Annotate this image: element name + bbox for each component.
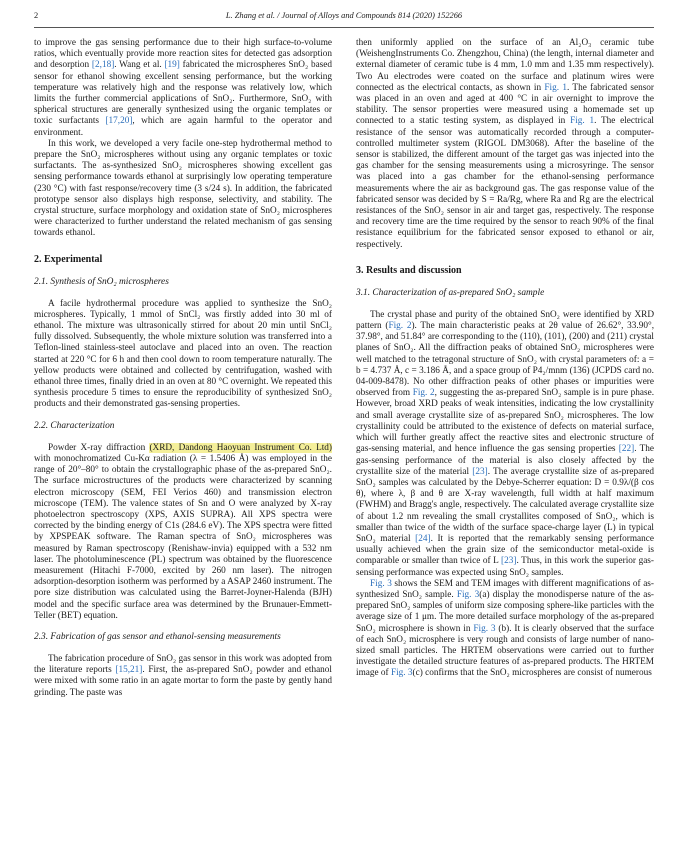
figure-link[interactable]: Fig. 3 — [390, 668, 413, 679]
figure-link[interactable]: Fig. 3 — [456, 589, 480, 600]
subsection-title-synthesis: 2.1. Synthesis of SnO₂ microspheres — [34, 276, 169, 287]
section-title-results: 3. Results and discussion — [356, 264, 462, 276]
figure-link[interactable]: Fig. 3 — [370, 578, 392, 589]
fabrication-continued-paragraph: then uniformly applied on the surface of an Al₂O₃ ceramic tube (WeishengInstruments Co. Zhengzhou, China) (the length, internal diameter and external diameter of ceramic tube is 4 mm, 1.0 mm and 1.35 mm respectively). Two Au electrodes were coated on the surface and platinum wires were connected as the electrical contacts, as shown in Fig. 1. The fabricated sensor was placed in an oven and aged at 400 °C in air overnight to improve the stability. The sensor properties were measured using a homemade set up connected to a static testing system, as displayed in Fig. 1. The electrical resistance of the sensor was automatically recorded through a computer-controlled multimeter system (RIGOL DM3068). After the baseline of the sensor is stabilized, the different amount of the target gas was injected into the gas chamber for the sensing measurements using a microsyringe. The sensor was placed into a gas chamber for the ethanol-sensing performance measurements where the air as background gas. The gas response value of the fabricated sensor was decided by S = Ra/Rg, where Ra and Rg are the electrical resistances of the SnO₂ sensor in air and target gas, respectively. The response and recovery time are the time required by the sensor to reach 90% of the final resistance equilibrium for the fabricated sensor exposed to ethanol or air, respectively. — [356, 38, 654, 250]
xrd-paragraph: The crystal phase and purity of the obtained SnO₂ were identified by XRD pattern (Fig. 2). The main characteristic peaks at 2θ value of 26.62°, 33.90°, 37.98°, and 51.84° are corresponding to the (110), (101), (200) and (211) crystal planes of SnO₂. All the diffraction peaks of obtained SnO₂ microspheres were well matched to the tetragonal structure of SnO₂ with crystal parameters of: a = b = 4.737 Å, c = 3.186 Å, and a space group of P4₂/mnm (136) (JCPDS card no. 04-009-8478). No other diffraction peaks of other phases or impurities were observed from Fig. 2, suggesting the as-prepared SnO₂ sample is in pure phase. However, broad XRD peaks of weak intensities, indicating the low crystallinity and small average crystallite size of as-prepared SnO₂ microspheres. The low crystallinity could be attributed to the existence of defects on material surface, which will further greatly affect the reactive sites and electronic structure of gas-sensing material, and hence influence the gas sensing properties [22]. The gas-sensing performance of the material is also closely affected by the crystallite size of the material [23]. The average crystallite size of as-prepared SnO₂ samples was calculated by the Debye-Scherrer equation: D = 0.9λ/(β cos θ), where λ, β and θ are X-ray wavelength, full width at half maximum (FWHM) and Bragg's angle, respectively. The calculated average crystallite size of about 1.2 nm revealing the small crystallites composed of SnO₂, which is smaller than twice of the width of the surface space-charge layer (L) in typical SnO₂ material [24]. It is reported that the remarkably sensing performance usually achieved when the grain size of the semiconductor metal-oxide is comparable or smaller than twice of L [23]. Thus, in this work the superior gas-sensing performance was expected using SnO₂ samples. — [356, 309, 654, 578]
figure-link[interactable]: Fig. 3 — [473, 623, 496, 634]
sem-tem-paragraph: Fig. 3 shows the SEM and TEM images with different magnifications of as-synthesized SnO₂ sample. Fig. 3(a) display the monodisperse nature of the as-prepared SnO₂ samples of uniform size composing sphere-like particles with the average size of 1 μm. The more detailed surface morphology of the as-prepared SnO₂ microsphere is shown in Fig. 3 (b). It is clearly observed that the surface of each SnO₂ microsphere is very rough and consists of large number of nano-sized small particles. The HRTEM observations were carried out to further investigate the detailed structure features of as-prepared products. The HRTEM image of Fig. 3(c) confirms that the SnO₂ microspheres are consist of numerous — [356, 578, 654, 679]
citation-link[interactable]: [24] — [415, 533, 431, 544]
citation-link[interactable]: [2,18] — [91, 60, 115, 71]
citation-link[interactable]: [23] — [472, 466, 488, 477]
citation-link[interactable]: [23] — [501, 556, 517, 567]
citation-link[interactable]: [17,20] — [105, 116, 133, 127]
figure-link[interactable]: Fig. 2 — [388, 321, 412, 332]
page-number: 2 — [34, 11, 39, 20]
citation-link[interactable]: [19] — [164, 60, 180, 71]
intro-paragraph-2: In this work, we developed a very facile one-step hydrothermal method to prepare the SnO₂ microspheres without using any organic templates or toxic surfactants. The as-synthesized SnO₂ microspheres showing excellent gas sensing performance towards ethanol at surprisingly low operating temperature (230 °C) with fast response/recovery time (3 s/24 s). In addition, the fabricated prototype sensor also displays high response, selectivity, and stability. The crystal structure, surface morphology and oxidation state of SnO₂ microspheres were characterized to further understand the related mechanism of gas sensing towards ethanol. — [34, 138, 332, 239]
section-title-experimental: 2. Experimental — [34, 253, 103, 265]
figure-link[interactable]: Fig. 1 — [544, 82, 567, 93]
highlighted-text: (XRD, Dandong Haoyuan Instrument Co. Ltd) — [149, 442, 332, 453]
journal-citation: L. Zhang et al. / Journal of Alloys and Compounds 814 (2020) 152266 — [225, 11, 463, 20]
fabrication-paragraph: The fabrication procedure of SnO₂ gas sensor in this work was adopted from the literature reports [15,21]. First, the as-prepared SnO₂ powder and ethanol were mixed with some ratio in an agate mortar to form the paste by gently hand grinding. The paste was — [34, 653, 332, 698]
intro-paragraph-1: to improve the gas sensing performance due to their high surface-to-volume ratios, which eventually provide more reaction sites for detected gas adsorption and desorption [2,18]. Wang et al. [19] fabricated the microspheres SnO₂ based sensor for ethanol showing excellent sensing performance, but the working temperature was relatively high and the response was relatively low, which limits the further commercial applications of SnO₂. Furthermore, SnO₂ with spherical structures are generally synthesized using the organic templates or toxic surfactants [17,20], which are again harmful to the operator and environment. — [34, 38, 332, 138]
subsection-title-sample-characterization: 3.1. Characterization of as-prepared SnO₂ sample — [356, 287, 545, 298]
figure-link[interactable]: Fig. 1 — [570, 116, 595, 127]
citation-link[interactable]: [22] — [618, 444, 635, 455]
figure-link[interactable]: Fig. 2 — [412, 388, 435, 399]
subsection-title-characterization: 2.2. Characterization — [34, 420, 115, 431]
subsection-title-fabrication: 2.3. Fabrication of gas sensor and ethanol-sensing measurements — [34, 631, 281, 642]
right-column — [356, 38, 654, 846]
running-head — [34, 11, 654, 25]
header-rule — [34, 27, 654, 28]
synthesis-paragraph: A facile hydrothermal procedure was applied to synthesize the SnO₂ microspheres. Typically, 1 mmol of SnCl₂ was firstly added into 30 ml of ethanol. The mixture was ultrasonically stirred for about 20 min until SnCl₂ fully dissolved. Subsequently, the whole mixture solution was transferred into a Teflon-lined stainless-steel autoclave and placed into an oven. The reaction started at 220 °C for 6 h and then cool down to room temperature naturally. The yellow products were obtained and collected by centrifugation, washed with ethanol three times, finally dried in an oven at 80 °C overnight. We repeated this synthesis procedure 5 times to ensure the reproducibility of synthesized SnO₂ products and their demonstrated gas-sensing properties. — [34, 298, 332, 410]
left-column — [34, 38, 332, 846]
characterization-paragraph: Powder X-ray diffraction (XRD, Dandong Haoyuan Instrument Co. Ltd) with monochromatized Cu-Kα radiation (λ = 1.5406 Å) was employed in the range of 20°–80° to obtain the crystallographic phase of the as-prepared SnO₂. The surface microstructures of the products were characterized by scanning electron microscopy (SEM, FEI Verios 460) and transmission electron microscope (TEM). The valence states of Sn and O were analyzed by X-ray photoelectron spectroscopy (XPS, AXIS SUPRA). All XPS spectra were corrected by the binding energy of C1s (284.6 eV). The XPS spectra were fitted by XPSPEAK software. The Raman spectra of SnO₂ microspheres was measured by Raman spectroscopy (Renishaw-invia) equipped with a 532 nm laser. The photoluminescence (PL) spectrum was obtained by the fluorescence measurement (Hitachi F-7000, excited by 260 nm laser). The nitrogen adsorption-desorption isotherm was performed by a ASAP 2460 instrument. The pore size distribution was calculated using the Barret-Joyner-Halenda (BJH) model and the specific surface area was determined by the Brunauer-Emmett-Teller (BET) equation. — [34, 442, 332, 621]
citation-link[interactable]: [15,21] — [115, 665, 143, 676]
